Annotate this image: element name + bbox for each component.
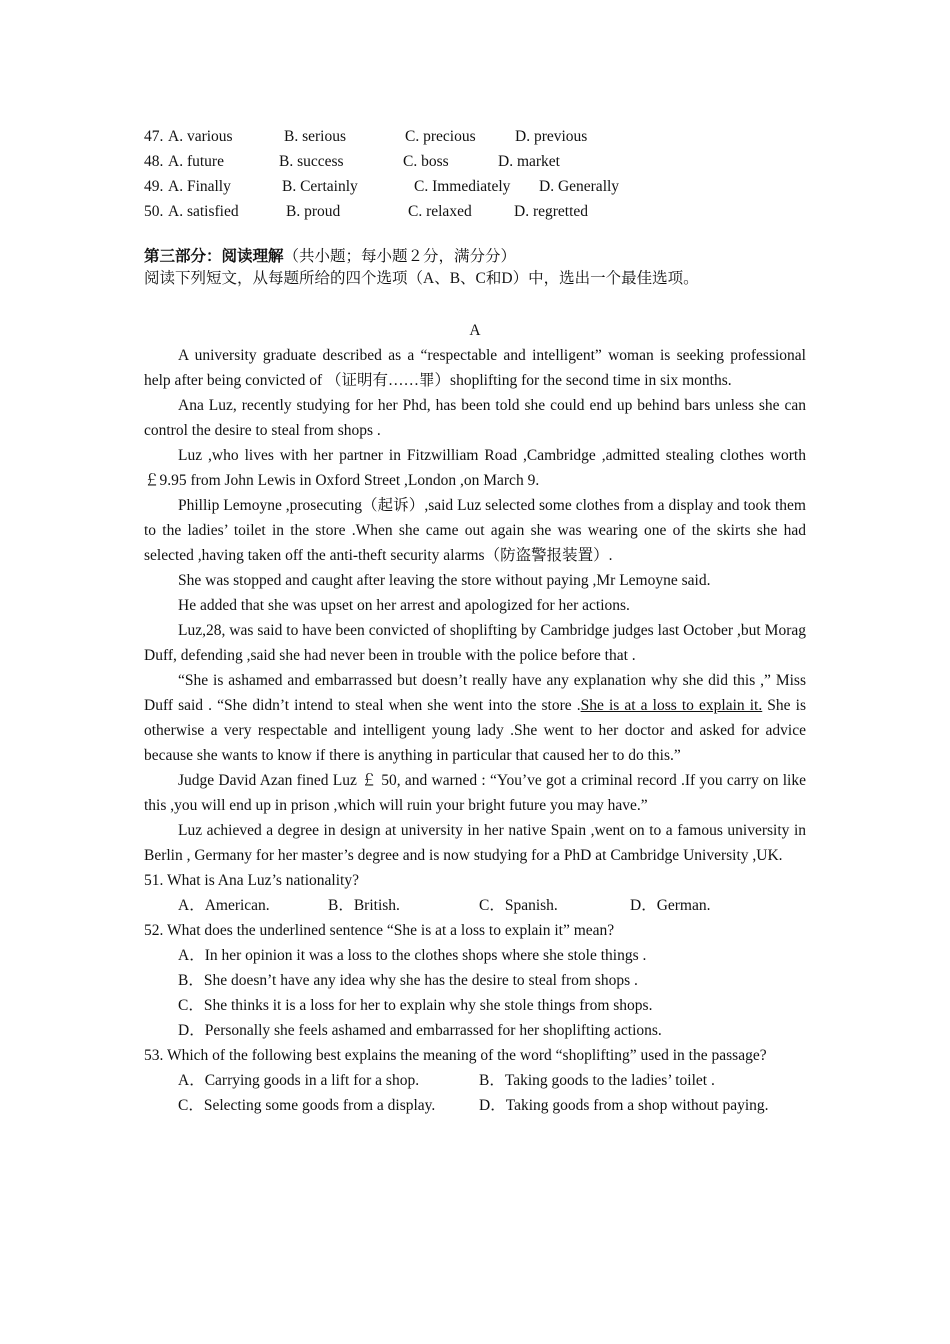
question-53-options-row-2 bbox=[144, 1093, 806, 1118]
question-number: 48. bbox=[144, 153, 164, 170]
passage-paragraph-6: He added that she was upset on her arrest and apologized for her actions. bbox=[178, 597, 630, 614]
question-53-stem: 53. Which of the following best explains the meaning of the word “shoplifting” used in the passage? bbox=[144, 1047, 767, 1064]
option-d: D. Generally bbox=[539, 178, 620, 195]
option-a: A．American. bbox=[178, 897, 270, 914]
passage-paragraph-4: Phillip Lemoyne ,prosecuting（起诉）,said Luz selected some clothes from a display and took them to the ladies’ toilet in the store .When she came out again she was wearing one of the skirts she had selected ,having taken off the anti-theft security alarms（防盗警报装置）. bbox=[144, 497, 806, 564]
section-title-bold: 第三部分：阅读理解 bbox=[144, 248, 284, 265]
question-51-options bbox=[144, 893, 806, 918]
paragraph-8-text-before: “She is ashamed and embarrassed but doesn’t really have any explanation why she did this ,” Miss Duff said . “She didn’t intend to steal when she went into the store . bbox=[144, 672, 806, 714]
section-title bbox=[144, 246, 806, 268]
question-52-option-c: C．She thinks it is a loss for her to explain why she stole things from shops. bbox=[178, 997, 653, 1014]
option-b: B. success bbox=[279, 153, 344, 170]
passage-paragraph-2: Ana Luz, recently studying for her Phd, has been told she could end up behind bars unless she can control the desire to steal from shops . bbox=[144, 397, 806, 439]
passage-paragraph-7: Luz,28, was said to have been convicted of shoplifting by Cambridge judges last October ,but Morag Duff, defending ,said she had never been in trouble with the police before that . bbox=[144, 622, 806, 664]
passage-paragraph-3: Luz ,who lives with her partner in Fitzwilliam Road ,Cambridge ,admitted stealing clothes worth ￡9.95 from John Lewis in Oxford Street ,London ,on March 9. bbox=[144, 447, 806, 489]
passage-paragraph-9: Judge David Azan fined Luz ￡ 50, and warned : “You’ve got a criminal record .If you carry on like this ,you will end up in prison ,which will ruin your bright future you may have.” bbox=[144, 772, 806, 814]
option-a: A．Carrying goods in a lift for a shop. bbox=[178, 1072, 420, 1089]
option-c: C. precious bbox=[405, 128, 476, 145]
section-title-rest: （共小题；每小题２分，满分分） bbox=[283, 248, 517, 265]
passage-paragraph-10: Luz achieved a degree in design at university in her native Spain ,went on to a famous university in Berlin , Germany for her master’s degree and is now studying for a PhD at Cambridge University ,UK. bbox=[144, 822, 806, 864]
option-b: B. Certainly bbox=[282, 178, 358, 195]
option-d: D. previous bbox=[515, 128, 588, 145]
question-number: 49. bbox=[144, 178, 164, 195]
option-d: D. regretted bbox=[514, 203, 589, 220]
question-53-options-row-1 bbox=[144, 1068, 806, 1093]
option-d: D．German. bbox=[630, 897, 711, 914]
option-c: C. boss bbox=[403, 153, 449, 170]
option-row-50 bbox=[144, 199, 806, 224]
option-b: B．British. bbox=[328, 897, 400, 914]
passage-paragraph-8 bbox=[144, 668, 806, 768]
option-c: C．Spanish. bbox=[479, 897, 558, 914]
passage-label: A bbox=[469, 322, 481, 339]
option-d: D．Taking goods from a shop without paying. bbox=[479, 1097, 769, 1114]
option-b: B．Taking goods to the ladies’ toilet . bbox=[479, 1072, 715, 1089]
question-52-stem: 52. What does the underlined sentence “She is at a loss to explain it” mean? bbox=[144, 922, 615, 939]
option-a: A. future bbox=[168, 153, 224, 170]
option-c: C. Immediately bbox=[414, 178, 511, 195]
passage-paragraph-5: She was stopped and caught after leaving the store without paying ,Mr Lemoyne said. bbox=[178, 572, 711, 589]
option-b: B. serious bbox=[284, 128, 346, 145]
question-52-option-b: B．She doesn’t have any idea why she has the desire to steal from shops . bbox=[178, 972, 638, 989]
question-52-option-d: D．Personally she feels ashamed and embarrassed for her shoplifting actions. bbox=[178, 1022, 662, 1039]
exam-page bbox=[144, 124, 806, 1118]
option-a: A. satisfied bbox=[168, 203, 239, 220]
option-b: B. proud bbox=[286, 203, 341, 220]
option-c: C. relaxed bbox=[408, 203, 472, 220]
question-number: 47. bbox=[144, 128, 164, 145]
option-d: D. market bbox=[498, 153, 560, 170]
passage-paragraph-1: A university graduate described as a “respectable and intelligent” woman is seeking professional help after being convicted of （证明有……罪）shoplifting for the second time in six months. bbox=[144, 347, 806, 389]
option-a: A. various bbox=[168, 128, 233, 145]
question-number: 50. bbox=[144, 203, 164, 220]
option-a: A. Finally bbox=[168, 178, 231, 195]
option-c: C．Selecting some goods from a display. bbox=[178, 1097, 436, 1114]
paragraph-8-text-after: She is otherwise a very respectable and intelligent young lady .She went to her doctor and asked for advice because she wants to know if there is anything in particular that caused her to do this.” bbox=[144, 697, 806, 764]
option-row-47 bbox=[144, 124, 806, 149]
underlined-sentence: She is at a loss to explain it. bbox=[580, 697, 763, 714]
question-51-stem: 51. What is Ana Luz’s nationality? bbox=[144, 872, 359, 889]
section-instruction: 阅读下列短文，从每题所给的四个选项（A、B、C和D）中，选出一个最佳选项。 bbox=[144, 270, 699, 287]
option-row-48 bbox=[144, 149, 806, 174]
question-52-option-a: A．In her opinion it was a loss to the clothes shops where she stole things . bbox=[178, 947, 647, 964]
option-row-49 bbox=[144, 174, 806, 199]
